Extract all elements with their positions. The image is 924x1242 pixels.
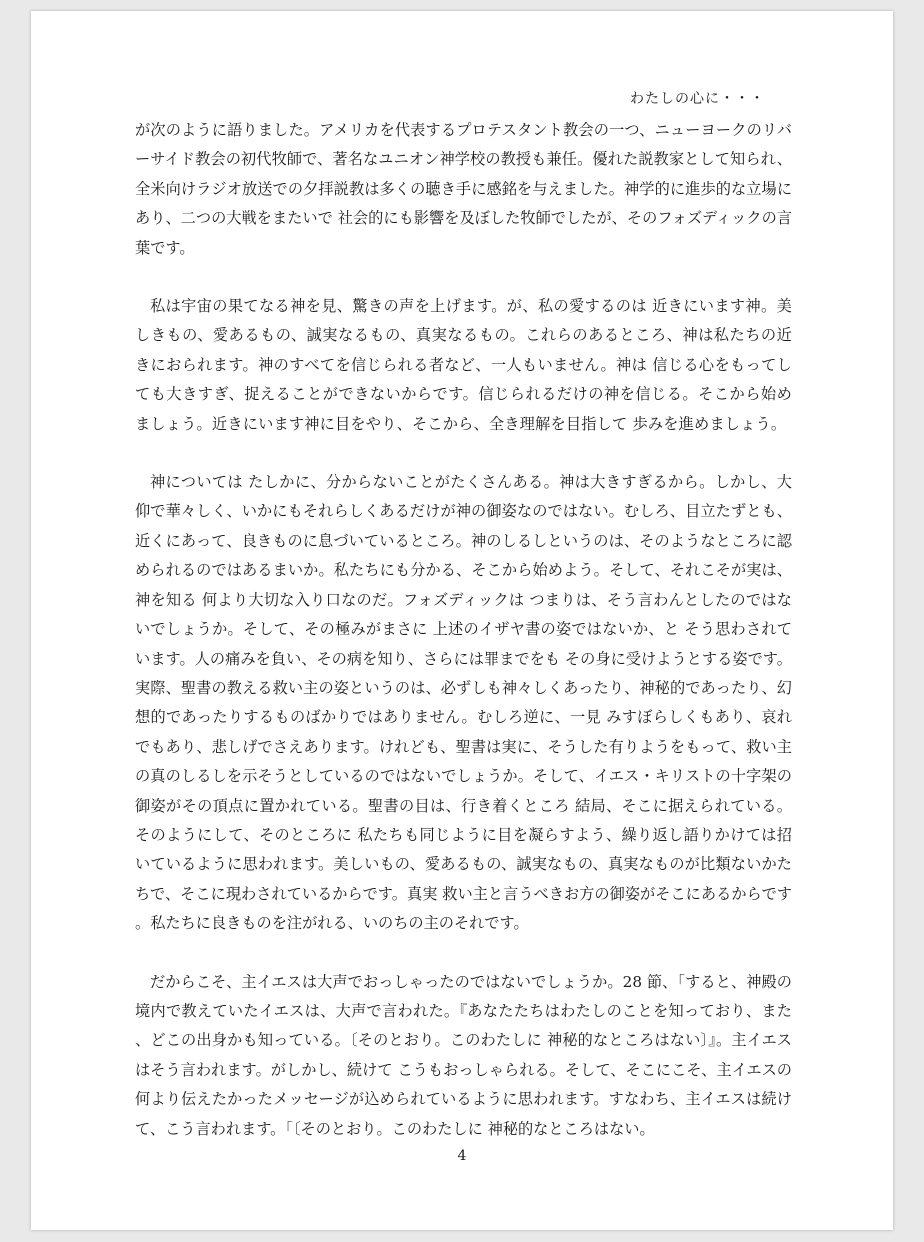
paragraph-intro: が次のように語りました。アメリカを代表するプロテスタント教会の一つ、ニューヨークのリバーサイド教会の初代牧師で、著名なユニオン神学校の教授も兼任。優れた説教家として知られ、全米向けラジオ放送での夕拝説教は多くの聴き手に感銘を与えました。神学的に進歩的な立場にあり、二つの大戦をまたいで 社会的にも影響を及ぼした牧師でしたが、そのフォズディックの言葉です。 <box>135 121 792 257</box>
document-page <box>31 11 893 1230</box>
body-text <box>135 116 792 1173</box>
paragraph-commentary: 神については たしかに、分からないことがたくさんある。神は大きすぎるから。しかし、大仰で華々しく、いかにもそれらしくあるだけが神の御姿なのではない。むしろ、目立たずとも、近くにあって、良きものに息づいているところ。神のしるしというのは、そのようなところに認められるのではあるまいか。私たちにも分かる、そこから始めよう。そして、それこそが実は、神を知る 何より大切な入り口なのだ。フォズディックは つまりは、そう言わんとしたのではないでしょうか。そして、その極みがまさに 上述のイザヤ書の姿ではないか、と そう思わされています。人の痛みを負い、その病を知り、さらには罪までをも その身に受けようとする姿です。実際、聖書の教える救い主の姿というのは、必ずしも神々しくあったり、神秘的であったり、幻想的であったりするものばかりではありません。むしろ逆に、一見 みすぼらしくもあり、哀れでもあり、悲しげでさえあります。けれども、聖書は実に、そうした有りようをもって、救い主の真のしるしを示そうとしているのではないでしょうか。そして、イエス・キリストの十字架の御姿がその頂点に置かれている。聖書の目は、行き着くところ 結局、そこに据えられている。そのようにして、そのところに 私たちも同じように目を凝らすよう、繰り返し語りかけては招いているように思われます。美しいもの、愛あるもの、誠実なもの、真実なものが比類ないかたちで、そこに現わされているからです。真実 救い主と言うべきお方の御姿がそこにあるからです。私たちに良きものを注がれる、いのちの主のそれです。 <box>135 473 792 933</box>
paragraph-quotation: 私は宇宙の果てなる神を見、驚きの声を上げます。が、私の愛するのは 近きにいます神。美しきもの、愛あるもの、誠実なるもの、真実なるもの。これらのあるところ、神は私たちの近きにおられます。神のすべてを信じられる者など、一人もいません。神は 信じる心をもってしても大きすぎ、捉えることができないからです。信じられるだけの神を信じる。そこから始めましょう。近きにいます神に目をやり、そこから、全き理解を目指して 歩みを進めましょう。 <box>135 297 792 433</box>
paragraph-conclusion: だからこそ、主イエスは大声でおっしゃったのではないでしょうか。28 節、「すると、神殿の境内で教えていたイエスは、大声で言われた。『あなたたちはわたしのことを知っており、また、どこの出身かも知っている。〔そのとおり。このわたしに 神秘的なところはない〕』。主イエスはそう言われます。がしかし、続けて こうもおっしゃられる。そして、そこにこそ、主イエスの何より伝えたかったメッセージが込められているように思われます。すなわち、主イエスは続けて、こう言われます。「〔そのとおり。このわたしに 神秘的なところはない。 <box>135 972 792 1138</box>
running-header: わたしの心に・・・ <box>630 91 765 107</box>
page-number: 4 <box>457 1148 467 1164</box>
